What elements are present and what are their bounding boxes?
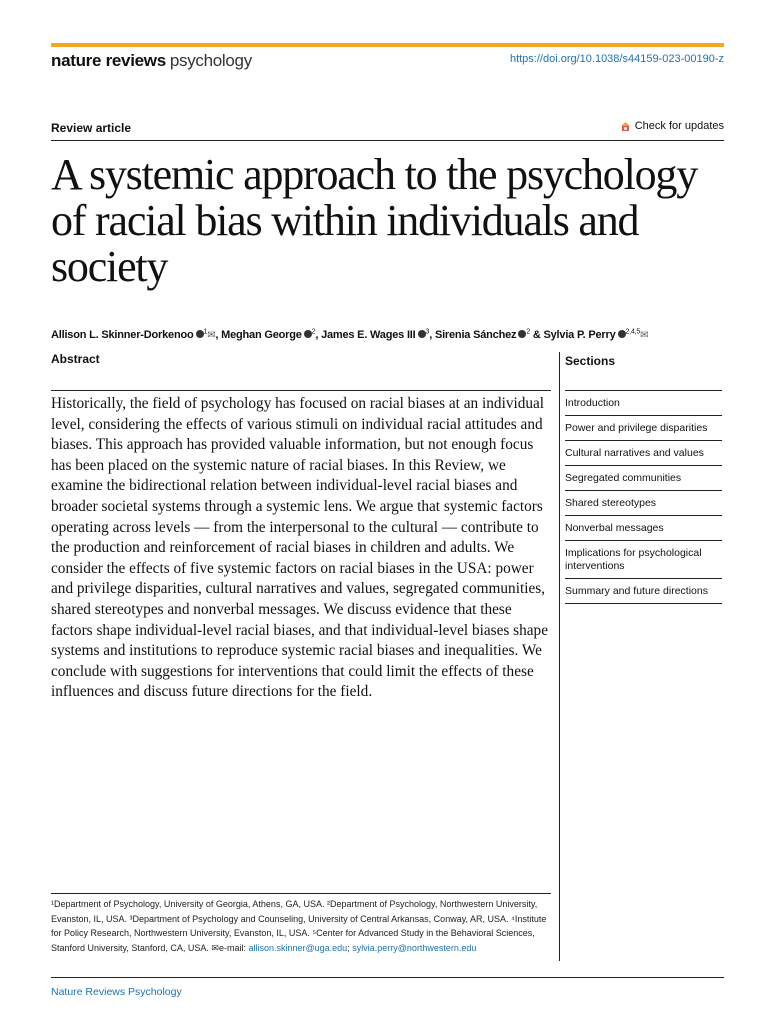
header-accent-bar xyxy=(51,43,724,47)
sections-nav xyxy=(565,390,722,604)
sections-heading: Sections xyxy=(565,354,616,368)
section-link[interactable]: Nonverbal messages xyxy=(565,516,722,541)
section-link[interactable]: Power and privilege disparities xyxy=(565,416,722,441)
column-divider xyxy=(559,352,560,961)
orcid-icon[interactable] xyxy=(304,330,312,338)
author-separator: , xyxy=(315,328,322,341)
author-item[interactable] xyxy=(221,329,321,341)
footnote-divider xyxy=(51,893,551,894)
orcid-icon[interactable] xyxy=(618,330,626,338)
check-updates-label: Check for updates xyxy=(634,120,724,132)
email-icon[interactable]: ✉ xyxy=(640,329,649,341)
author-affiliation: 2 xyxy=(311,328,316,335)
footer-divider xyxy=(51,977,724,978)
author-name: Sirenia Sánchez xyxy=(434,328,517,341)
journal-logo[interactable] xyxy=(51,51,252,71)
author-separator: , xyxy=(429,328,435,341)
doi-link[interactable]: https://doi.org/10.1038/s44159-023-00190-z xyxy=(509,53,724,65)
affiliations-text: ¹Department of Psychology, University of Georgia, Athens, GA, USA. ²Department of Psychology, Northwestern University, Evanston, IL, USA. ³Department of Psychology and Counseling, University of Central Arkansas, Conway, AR, USA. ⁴Institute for Policy Research, Northwestern University, Evanston, IL, USA. ⁵Center for Advanced Study in the Behavioral Sciences, Stanford University, Stanford, CA, USA. xyxy=(51,899,547,953)
section-link[interactable]: Introduction xyxy=(565,391,722,416)
section-link[interactable]: Cultural narratives and values xyxy=(565,441,722,466)
email-icon: ✉ xyxy=(211,942,219,953)
header-divider xyxy=(51,140,724,141)
section-link[interactable]: Shared stereotypes xyxy=(565,491,722,516)
author-name: Meghan George xyxy=(221,328,302,341)
author-name: James E. Wages III xyxy=(321,328,416,341)
author-separator: , xyxy=(215,328,222,341)
orcid-icon[interactable] xyxy=(196,330,204,338)
abstract-divider xyxy=(51,390,551,391)
journal-name-light: psychology xyxy=(169,51,252,70)
author-separator: & xyxy=(530,328,544,341)
author-list xyxy=(51,328,731,341)
author-affiliation: 2 xyxy=(526,328,531,335)
article-type: Review article xyxy=(51,121,132,135)
email-icon[interactable]: ✉ xyxy=(207,329,216,341)
section-link[interactable]: Segregated communities xyxy=(565,466,722,491)
check-updates-button[interactable] xyxy=(620,120,724,132)
author-name: Allison L. Skinner-Dorkenoo xyxy=(51,328,194,341)
author-affiliation: 1 xyxy=(203,328,208,335)
author-item[interactable] xyxy=(321,329,435,341)
section-link[interactable]: Summary and future directions xyxy=(565,579,722,604)
abstract-text: Historically, the field of psychology has focused on racial biases at an individual level, considering the effects of various stimuli on individual racial attitudes and biases. This approach has provided valuable information, but not enough focus has been placed on the systemic nature of racial biases. In this Review, we examine the bidirectional relation between individual-level racial biases and broader societal systems through a systemic lens. We argue that systemic factors operating across levels — from the interpersonal to the cultural — contribute to the production and reinforcement of racial biases in children and adults. We consider the effects of five systemic factors on racial biases in the USA: power and privilege disparities, cultural narratives and values, segregated communities, shared stereotypes and nonverbal messages. We discuss evidence that these factors shape individual-level racial biases, and that individual-level biases shape systems and institutions to reproduce systemic racial biases and inequalities. We conclude with suggestions for interventions that could limit the effects of these influences and discuss future directions for the field. xyxy=(51,395,548,701)
article-title: A systemic approach to the psychology of racial bias within individuals and society xyxy=(51,150,698,291)
orcid-icon[interactable] xyxy=(418,330,426,338)
email-separator: ; xyxy=(347,942,353,953)
affiliations-footnote xyxy=(51,897,553,955)
author-name: Sylvia P. Perry xyxy=(543,328,616,341)
section-link[interactable]: Implications for psychological interventions xyxy=(565,541,722,579)
email-link-perry[interactable]: sylvia.perry@northwestern.edu xyxy=(352,942,477,953)
author-affiliation: 2,4,5 xyxy=(625,328,641,335)
footer-journal-name[interactable]: Nature Reviews Psychology xyxy=(51,986,182,998)
author-item[interactable] xyxy=(543,329,648,341)
email-label: e-mail: xyxy=(218,942,249,953)
journal-name-bold: nature reviews xyxy=(51,51,166,70)
abstract-heading: Abstract xyxy=(51,352,100,366)
author-item[interactable] xyxy=(435,329,544,341)
email-link-skinner[interactable]: allison.skinner@uga.edu xyxy=(248,942,348,953)
author-affiliation: 3 xyxy=(425,328,430,335)
check-updates-icon xyxy=(620,121,631,132)
author-item[interactable] xyxy=(51,329,221,341)
